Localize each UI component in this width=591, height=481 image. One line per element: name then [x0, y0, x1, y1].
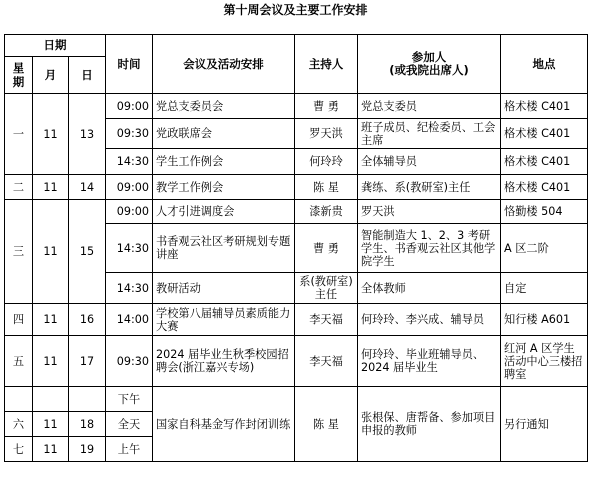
header-location: 地点 [501, 35, 588, 94]
participants-cell: 龚练、系(教研室)主任 [358, 175, 501, 200]
month-cell-empty [33, 387, 69, 412]
location-cell: 知行楼 A601 [501, 304, 588, 336]
time-cell: 全天 [106, 412, 153, 437]
header-participants-line2: (或我院出席人) [389, 63, 469, 77]
weekday-cell: 五 [5, 336, 33, 387]
header-host: 主持人 [295, 35, 358, 94]
time-cell: 09:30 [106, 119, 153, 149]
weekday-cell: 三 [5, 200, 33, 304]
weekday-cell: 七 [5, 437, 33, 462]
time-cell: 09:30 [106, 336, 153, 387]
table-row [5, 304, 588, 336]
weekday-cell: 二 [5, 175, 33, 200]
location-cell: 格术楼 C401 [501, 175, 588, 200]
time-cell: 09:00 [106, 94, 153, 119]
host-cell: 罗天洪 [295, 119, 358, 149]
arrangement-cell: 书香观云社区考研规划专题讲座 [153, 224, 295, 273]
header-date-group: 日期 [5, 35, 106, 57]
participants-cell: 何玲玲、李兴成、辅导员 [358, 304, 501, 336]
host-cell: 曹 勇 [295, 224, 358, 273]
arrangement-cell: 学校第八届辅导员素质能力大赛 [153, 304, 295, 336]
month-cell: 11 [33, 175, 69, 200]
day-cell: 17 [69, 336, 106, 387]
header-participants [358, 35, 501, 94]
time-cell: 09:00 [106, 175, 153, 200]
day-cell: 14 [69, 175, 106, 200]
location-cell: 恪勤楼 504 [501, 200, 588, 224]
header-row-1 [5, 35, 588, 57]
location-cell: 格术楼 C401 [501, 94, 588, 119]
arrangement-cell: 国家自科基金写作封闭训练 [153, 387, 295, 462]
arrangement-cell: 人才引进调度会 [153, 200, 295, 224]
table-row [5, 175, 588, 200]
arrangement-cell: 党总支委员会 [153, 94, 295, 119]
header-participants-line1: 参加人 [411, 50, 447, 64]
header-weekday: 星期 [5, 57, 33, 94]
month-cell: 11 [33, 94, 69, 175]
location-cell: 另行通知 [501, 387, 588, 462]
time-cell: 14:30 [106, 149, 153, 175]
participants-cell: 张根保、唐帮备、参加项目申报的教师 [358, 387, 501, 462]
arrangement-cell: 党政联席会 [153, 119, 295, 149]
header-arrangement: 会议及活动安排 [153, 35, 295, 94]
location-cell: 自定 [501, 273, 588, 304]
time-cell: 14:30 [106, 224, 153, 273]
host-cell: 曹 勇 [295, 94, 358, 119]
page-title: 第十周会议及主要工作安排 [223, 3, 368, 17]
weekday-cell-empty [5, 387, 33, 412]
host-cell: 陈 星 [295, 175, 358, 200]
host-cell: 何玲玲 [295, 149, 358, 175]
day-cell: 16 [69, 304, 106, 336]
time-cell: 09:00 [106, 200, 153, 224]
table-row [5, 336, 588, 387]
host-cell: 漆新贵 [295, 200, 358, 224]
participants-cell: 罗天洪 [358, 200, 501, 224]
table-row [5, 200, 588, 224]
location-cell: 格术楼 C401 [501, 149, 588, 175]
host-cell: 系(教研室)主任 [295, 273, 358, 304]
arrangement-cell: 教研活动 [153, 273, 295, 304]
month-cell: 11 [33, 437, 69, 462]
arrangement-cell: 学生工作例会 [153, 149, 295, 175]
arrangement-cell: 2024 届毕业生秋季校园招聘会(浙江嘉兴专场) [153, 336, 295, 387]
day-cell-empty [69, 387, 106, 412]
participants-cell: 全体辅导员 [358, 149, 501, 175]
month-cell: 11 [33, 412, 69, 437]
header-time: 时间 [106, 35, 153, 94]
day-cell: 13 [69, 94, 106, 175]
arrangement-cell: 教学工作例会 [153, 175, 295, 200]
host-cell: 李天福 [295, 336, 358, 387]
header-day: 日 [69, 57, 106, 94]
month-cell: 11 [33, 336, 69, 387]
header-month: 月 [33, 57, 69, 94]
table-row [5, 94, 588, 119]
time-cell: 14:30 [106, 273, 153, 304]
participants-cell: 党总支委员 [358, 94, 501, 119]
host-cell: 陈 星 [295, 387, 358, 462]
day-cell: 18 [69, 412, 106, 437]
day-cell: 19 [69, 437, 106, 462]
participants-cell: 何玲玲、毕业班辅导员、2024 届毕业生 [358, 336, 501, 387]
location-cell: A 区二阶 [501, 224, 588, 273]
month-cell: 11 [33, 304, 69, 336]
time-cell: 下午 [106, 387, 153, 412]
time-cell: 14:00 [106, 304, 153, 336]
participants-cell: 全体教师 [358, 273, 501, 304]
weekday-cell: 一 [5, 94, 33, 175]
time-cell: 上午 [106, 437, 153, 462]
weekday-cell: 四 [5, 304, 33, 336]
weekday-cell: 六 [5, 412, 33, 437]
participants-cell: 智能制造大 1、2、3 考研学生、书香观云社区其他学院学生 [358, 224, 501, 273]
month-cell: 11 [33, 200, 69, 304]
participants-cell: 班子成员、纪检委员、工会主席 [358, 119, 501, 149]
host-cell: 李天福 [295, 304, 358, 336]
location-cell: 红河 A 区学生活动中心三楼招聘室 [501, 336, 588, 387]
table-row [5, 387, 588, 412]
location-cell: 格术楼 C401 [501, 119, 588, 149]
day-cell: 15 [69, 200, 106, 304]
schedule-table [4, 34, 588, 462]
